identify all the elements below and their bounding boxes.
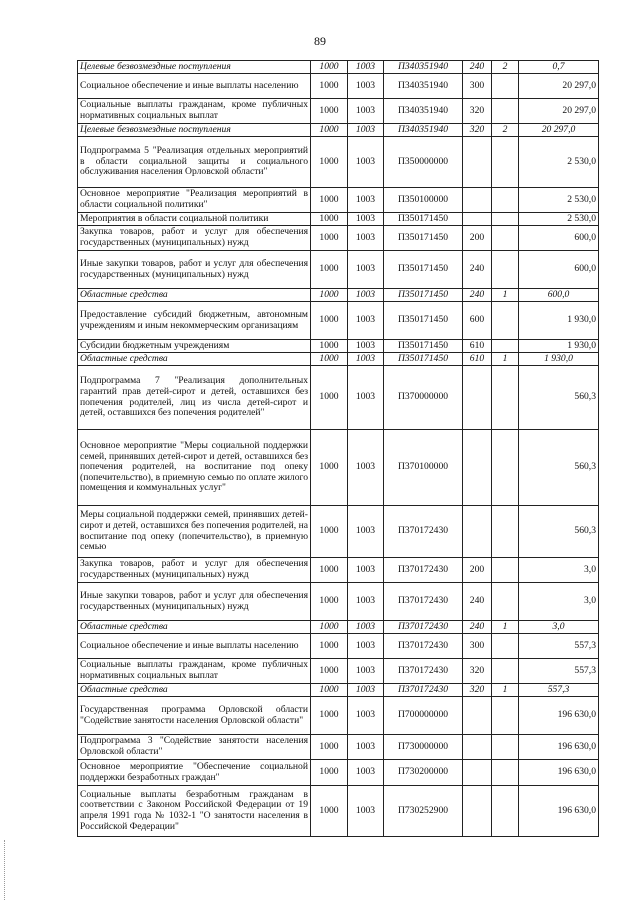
item-name-cell: Областные средства [78, 353, 311, 366]
funding-source-code-cell [492, 74, 519, 99]
amount-cell: 560,3 [519, 506, 599, 558]
subsection-code-cell: 1003 [348, 697, 384, 735]
subsection-code-cell: 1003 [348, 634, 384, 659]
target-article-code-cell: П370172430 [384, 634, 463, 659]
subsection-code-cell: 1003 [348, 213, 384, 226]
target-article-code-cell: П730200000 [384, 760, 463, 786]
funding-source-code-cell [492, 226, 519, 251]
amount-cell: 3,0 [519, 583, 599, 621]
table-row [78, 659, 599, 684]
section-code-cell: 1000 [311, 74, 348, 99]
funding-source-code-cell: 2 [492, 124, 519, 137]
table-row [78, 124, 599, 137]
table-body [78, 61, 599, 837]
target-article-code-cell: П370172430 [384, 583, 463, 621]
expense-type-code-cell [463, 697, 492, 735]
amount-cell: 3,0 [519, 621, 599, 634]
expense-type-code-cell [463, 366, 492, 430]
target-article-code-cell: П370172430 [384, 558, 463, 583]
item-name-cell: Целевые безвозмездные поступления [78, 124, 311, 137]
expense-type-code-cell: 240 [463, 61, 492, 74]
section-code-cell: 1000 [311, 188, 348, 213]
amount-cell: 1 930,0 [519, 340, 599, 353]
funding-source-code-cell [492, 735, 519, 760]
expense-type-code-cell: 200 [463, 226, 492, 251]
target-article-code-cell: П370172430 [384, 621, 463, 634]
subsection-code-cell: 1003 [348, 621, 384, 634]
target-article-code-cell: П340351940 [384, 124, 463, 137]
amount-cell: 20 297,0 [519, 99, 599, 124]
item-name-cell: Государственная программа Орловской области "Содействие занятости населения Орловской области" [78, 697, 311, 735]
section-code-cell: 1000 [311, 61, 348, 74]
section-code-cell: 1000 [311, 684, 348, 697]
target-article-code-cell: П350171450 [384, 302, 463, 340]
subsection-code-cell: 1003 [348, 124, 384, 137]
target-article-code-cell: П370172430 [384, 659, 463, 684]
section-code-cell: 1000 [311, 226, 348, 251]
target-article-code-cell: П340351940 [384, 61, 463, 74]
subsection-code-cell: 1003 [348, 188, 384, 213]
table-row [78, 213, 599, 226]
table-row [78, 760, 599, 786]
amount-cell: 557,3 [519, 684, 599, 697]
item-name-cell: Меры социальной поддержки семей, принявших детей-сирот и детей, оставшихся без попечения родителей, на воспитание под опеку (попечительство), в приемную семью [78, 506, 311, 558]
expense-type-code-cell [463, 137, 492, 188]
amount-cell: 196 630,0 [519, 735, 599, 760]
subsection-code-cell: 1003 [348, 99, 384, 124]
expense-type-code-cell: 610 [463, 353, 492, 366]
funding-source-code-cell [492, 251, 519, 289]
table-row [78, 61, 599, 74]
expense-type-code-cell: 240 [463, 289, 492, 302]
item-name-cell: Иные закупки товаров, работ и услуг для обеспечения государственных (муниципальных) нужд [78, 251, 311, 289]
amount-cell: 20 297,0 [519, 74, 599, 99]
item-name-cell: Подпрограмма 7 "Реализация дополнительных гарантий прав детей-сирот и детей, оставшихся без попечения родителей, лиц из числа детей-сирот и детей, оставшихся без попечения родителей" [78, 366, 311, 430]
expense-type-code-cell: 240 [463, 251, 492, 289]
table-row [78, 289, 599, 302]
subsection-code-cell: 1003 [348, 558, 384, 583]
subsection-code-cell: 1003 [348, 659, 384, 684]
subsection-code-cell: 1003 [348, 137, 384, 188]
section-code-cell: 1000 [311, 583, 348, 621]
section-code-cell: 1000 [311, 786, 348, 837]
funding-source-code-cell [492, 697, 519, 735]
item-name-cell: Субсидии бюджетным учреждениям [78, 340, 311, 353]
expense-type-code-cell [463, 786, 492, 837]
table-row [78, 226, 599, 251]
funding-source-code-cell: 1 [492, 684, 519, 697]
amount-cell: 196 630,0 [519, 697, 599, 735]
page-number: 89 [314, 34, 326, 48]
table-row [78, 697, 599, 735]
section-code-cell: 1000 [311, 353, 348, 366]
target-article-code-cell: П370100000 [384, 430, 463, 506]
funding-source-code-cell [492, 760, 519, 786]
amount-cell: 1 930,0 [519, 302, 599, 340]
item-name-cell: Социальные выплаты гражданам, кроме публичных нормативных социальных выплат [78, 659, 311, 684]
table-row [78, 786, 599, 837]
table-row [78, 99, 599, 124]
expense-type-code-cell: 320 [463, 124, 492, 137]
item-name-cell: Закупка товаров, работ и услуг для обеспечения государственных (муниципальных) нужд [78, 558, 311, 583]
amount-cell: 3,0 [519, 558, 599, 583]
item-name-cell: Основное мероприятие "Реализация мероприятий в области социальной политики" [78, 188, 311, 213]
subsection-code-cell: 1003 [348, 353, 384, 366]
expense-type-code-cell [463, 735, 492, 760]
table-row [78, 684, 599, 697]
section-code-cell: 1000 [311, 251, 348, 289]
target-article-code-cell: П350000000 [384, 137, 463, 188]
section-code-cell: 1000 [311, 366, 348, 430]
section-code-cell: 1000 [311, 558, 348, 583]
funding-source-code-cell [492, 634, 519, 659]
expense-type-code-cell: 320 [463, 684, 492, 697]
subsection-code-cell: 1003 [348, 226, 384, 251]
amount-cell: 600,0 [519, 226, 599, 251]
subsection-code-cell: 1003 [348, 735, 384, 760]
subsection-code-cell: 1003 [348, 583, 384, 621]
expense-type-code-cell: 200 [463, 558, 492, 583]
target-article-code-cell: П350171450 [384, 226, 463, 251]
section-code-cell: 1000 [311, 735, 348, 760]
table-row [78, 506, 599, 558]
expense-type-code-cell: 240 [463, 583, 492, 621]
item-name-cell: Иные закупки товаров, работ и услуг для обеспечения государственных (муниципальных) нужд [78, 583, 311, 621]
item-name-cell: Предоставление субсидий бюджетным, автономным учреждениям и иным некоммерческим организациям [78, 302, 311, 340]
section-code-cell: 1000 [311, 697, 348, 735]
expense-type-code-cell: 600 [463, 302, 492, 340]
subsection-code-cell: 1003 [348, 684, 384, 697]
expense-type-code-cell [463, 213, 492, 226]
section-code-cell: 1000 [311, 137, 348, 188]
section-code-cell: 1000 [311, 430, 348, 506]
amount-cell: 600,0 [519, 251, 599, 289]
funding-source-code-cell [492, 506, 519, 558]
table-row [78, 74, 599, 99]
subsection-code-cell: 1003 [348, 302, 384, 340]
section-code-cell: 1000 [311, 302, 348, 340]
section-code-cell: 1000 [311, 340, 348, 353]
target-article-code-cell: П350100000 [384, 188, 463, 213]
subsection-code-cell: 1003 [348, 366, 384, 430]
target-article-code-cell: П370172430 [384, 684, 463, 697]
target-article-code-cell: П350171450 [384, 289, 463, 302]
subsection-code-cell: 1003 [348, 506, 384, 558]
expense-type-code-cell [463, 188, 492, 213]
amount-cell: 1 930,0 [519, 353, 599, 366]
expense-type-code-cell [463, 760, 492, 786]
subsection-code-cell: 1003 [348, 74, 384, 99]
section-code-cell: 1000 [311, 760, 348, 786]
amount-cell: 196 630,0 [519, 786, 599, 837]
funding-source-code-cell [492, 659, 519, 684]
section-code-cell: 1000 [311, 506, 348, 558]
expense-type-code-cell [463, 506, 492, 558]
subsection-code-cell: 1003 [348, 289, 384, 302]
amount-cell: 20 297,0 [519, 124, 599, 137]
funding-source-code-cell: 1 [492, 353, 519, 366]
section-code-cell: 1000 [311, 659, 348, 684]
subsection-code-cell: 1003 [348, 251, 384, 289]
funding-source-code-cell [492, 340, 519, 353]
item-name-cell: Мероприятия в области социальной политики [78, 213, 311, 226]
funding-source-code-cell [492, 366, 519, 430]
item-name-cell: Областные средства [78, 289, 311, 302]
expense-type-code-cell: 300 [463, 74, 492, 99]
funding-source-code-cell [492, 583, 519, 621]
item-name-cell: Областные средства [78, 684, 311, 697]
funding-source-code-cell [492, 99, 519, 124]
target-article-code-cell: П340351940 [384, 99, 463, 124]
table-row [78, 251, 599, 289]
target-article-code-cell: П350171450 [384, 353, 463, 366]
target-article-code-cell: П730252900 [384, 786, 463, 837]
funding-source-code-cell [492, 188, 519, 213]
table-row [78, 137, 599, 188]
subsection-code-cell: 1003 [348, 430, 384, 506]
amount-cell: 2 530,0 [519, 188, 599, 213]
amount-cell: 560,3 [519, 430, 599, 506]
amount-cell: 196 630,0 [519, 760, 599, 786]
target-article-code-cell: П730000000 [384, 735, 463, 760]
section-code-cell: 1000 [311, 621, 348, 634]
item-name-cell: Подпрограмма 5 "Реализация отдельных мероприятий в области социальной защиты и социального обслуживания населения Орловской области" [78, 137, 311, 188]
target-article-code-cell: П350171450 [384, 340, 463, 353]
item-name-cell: Целевые безвозмездные поступления [78, 61, 311, 74]
table-row [78, 353, 599, 366]
table-row [78, 735, 599, 760]
expense-type-code-cell: 300 [463, 634, 492, 659]
item-name-cell: Основное мероприятие "Обеспечение социальной поддержки безработных граждан" [78, 760, 311, 786]
target-article-code-cell: П370000000 [384, 366, 463, 430]
table-row [78, 558, 599, 583]
budget-table [77, 60, 599, 837]
expense-type-code-cell: 320 [463, 99, 492, 124]
target-article-code-cell: П340351940 [384, 74, 463, 99]
section-code-cell: 1000 [311, 289, 348, 302]
amount-cell: 2 530,0 [519, 213, 599, 226]
item-name-cell: Социальные выплаты гражданам, кроме публичных нормативных социальных выплат [78, 99, 311, 124]
amount-cell: 0,7 [519, 61, 599, 74]
target-article-code-cell: П350171450 [384, 251, 463, 289]
table-row [78, 302, 599, 340]
item-name-cell: Закупка товаров, работ и услуг для обеспечения государственных (муниципальных) нужд [78, 226, 311, 251]
table-row [78, 583, 599, 621]
item-name-cell: Социальные выплаты безработным гражданам в соответствии с Законом Российской Федерации от 19 апреля 1991 года № 1032-1 "О занятости населения в Российской Федерации" [78, 786, 311, 837]
item-name-cell: Социальное обеспечение и иные выплаты населению [78, 634, 311, 659]
expense-type-code-cell: 610 [463, 340, 492, 353]
funding-source-code-cell: 2 [492, 61, 519, 74]
item-name-cell: Основное мероприятие "Меры социальной поддержки семей, принявших детей-сирот и детей, оставшихся без попечения родителей, на воспитание под опеку (попечительство), в приемную семью по оплате жилого помещения и коммунальных услуг" [78, 430, 311, 506]
subsection-code-cell: 1003 [348, 61, 384, 74]
subsection-code-cell: 1003 [348, 786, 384, 837]
target-article-code-cell: П700000000 [384, 697, 463, 735]
amount-cell: 600,0 [519, 289, 599, 302]
table-row [78, 188, 599, 213]
amount-cell: 557,3 [519, 659, 599, 684]
table-row [78, 366, 599, 430]
funding-source-code-cell: 1 [492, 621, 519, 634]
funding-source-code-cell [492, 430, 519, 506]
funding-source-code-cell [492, 558, 519, 583]
subsection-code-cell: 1003 [348, 340, 384, 353]
table-row [78, 340, 599, 353]
subsection-code-cell: 1003 [348, 760, 384, 786]
section-code-cell: 1000 [311, 124, 348, 137]
funding-source-code-cell [492, 302, 519, 340]
table-row [78, 621, 599, 634]
item-name-cell: Подпрограмма 3 "Содействие занятости населения Орловской области" [78, 735, 311, 760]
expense-type-code-cell: 240 [463, 621, 492, 634]
funding-source-code-cell [492, 786, 519, 837]
amount-cell: 560,3 [519, 366, 599, 430]
funding-source-code-cell: 1 [492, 289, 519, 302]
funding-source-code-cell [492, 137, 519, 188]
table-row [78, 634, 599, 659]
amount-cell: 2 530,0 [519, 137, 599, 188]
item-name-cell: Социальное обеспечение и иные выплаты населению [78, 74, 311, 99]
expense-type-code-cell [463, 430, 492, 506]
item-name-cell: Областные средства [78, 621, 311, 634]
section-code-cell: 1000 [311, 99, 348, 124]
table-row [78, 430, 599, 506]
target-article-code-cell: П350171450 [384, 213, 463, 226]
target-article-code-cell: П370172430 [384, 506, 463, 558]
expense-type-code-cell: 320 [463, 659, 492, 684]
section-code-cell: 1000 [311, 634, 348, 659]
amount-cell: 557,3 [519, 634, 599, 659]
funding-source-code-cell [492, 213, 519, 226]
section-code-cell: 1000 [311, 213, 348, 226]
scan-edge-mark [4, 840, 7, 900]
